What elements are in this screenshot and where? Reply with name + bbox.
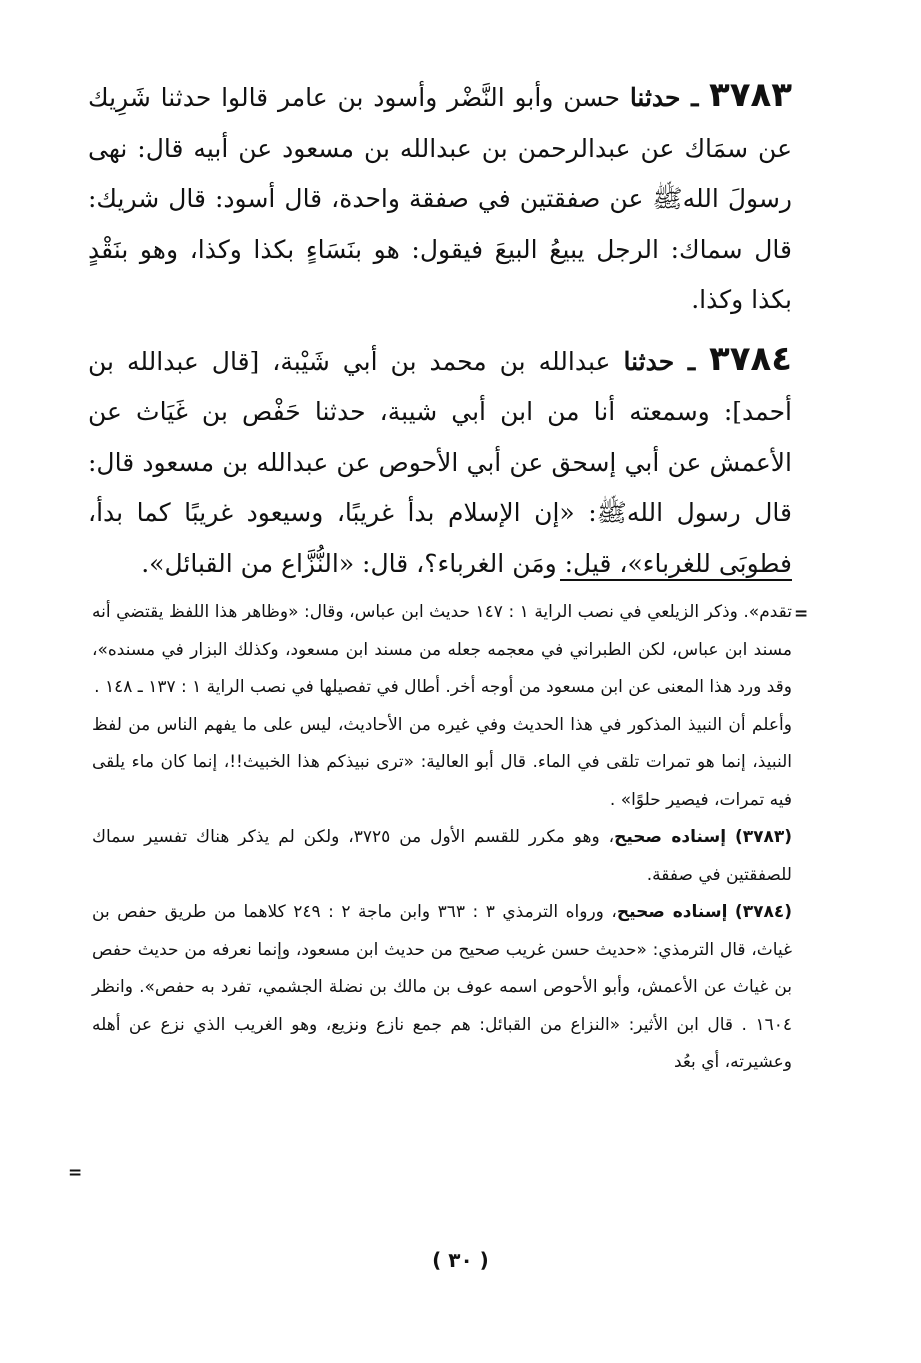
hadith-text: عبدالله بن محمد بن أبي شَيْبة، [قال عبدالله بن أحمد]: وسمعته أنا من ابن أبي شيبة، حدثنا حَفْص بن غَيَاث عن الأعمش عن أبي إسحق عن أبي الأحوص عن عبدالله بن مسعود قال: قال رسول اللهﷺ: «إن الإسلام بدأ غريبًا، وسيعود غريبًا كما بدأ، فطوبَى للغرباء»، قيل: ومَن الغرباء؟، قال: «النُّزَّاع من القبائل». xyxy=(88,346,792,578)
continuation-mark-top: = xyxy=(794,604,809,624)
main-text xyxy=(88,70,792,597)
footnote-grading: إسناده صحيح xyxy=(616,902,728,922)
footnote-separator-rule xyxy=(560,579,792,581)
footnotes xyxy=(92,594,792,1082)
footnote-grading: إسناده صحيح xyxy=(614,827,727,847)
hadith-dash: ـ xyxy=(680,83,709,112)
footnote-3783 xyxy=(92,819,792,894)
footnote-number: (٣٧٨٣) xyxy=(734,827,793,847)
hadith-opening-word: حدثنا xyxy=(629,83,681,112)
footnote-text: ، ورواه الترمذي ٣ : ٣٦٣ وابن ماجة ٢ : ٢٤٩ كلاهما من طريق حفص بن غياث، قال الترمذي: «حديث حسن غريب صحيح من حديث ابن مسعود، وإنما نعرفه من حديث حفص بن غياث عن الأعمش، وأبو الأحوص اسمه عوف بن مالك بن نضلة الجشمي، تفرد به حفص». وانظر ١٦٠٤ . قال ابن الأثير: «النزاع من القبائل: هم جمع نازع ونزيع، وهو الغريب الذي نزع عن أهله وعشيرته، أي بعُد xyxy=(92,902,792,1072)
footnote-3784 xyxy=(92,894,792,1082)
hadith-text: حسن وأبو النَّضْر وأسود بن عامر قالوا حدثنا شَرِيك عن سمَاك عن عبدالرحمن بن عبدالله بن مسعود عن أبيه قال: نهى رسولَ اللهﷺ عن صفقتين في صفقة واحدة، قال أسود: قال شريك: قال سماك: الرجل يبيعُ البيعَ فيقول: هو بنَسَاءٍ بكذا وكذا، وهو بنَقْدٍ بكذا وكذا. xyxy=(88,83,792,314)
hadith-3783 xyxy=(88,70,792,326)
footnote-continuation-paragraph: تقدم». وذكر الزيلعي في نصب الراية ١ : ١٤٧ حديث ابن عباس، وقال: «وظاهر هذا اللفظ يقتضي أنه مسند ابن عباس، لكن الطبراني في معجمه جعله من مسند ابن مسعود، وكذلك البزار في مسنده»، وقد ورد هذا المعنى عن ابن مسعود من أوجه أخر. أطال في تفصيلها في نصب الراية ١ : ١٣٧ ـ ١٤٨ . xyxy=(92,602,792,697)
hadith-number: ٣٧٨٣ xyxy=(708,75,792,115)
hadith-3784 xyxy=(88,334,792,590)
hadith-dash: ـ xyxy=(674,346,709,376)
page-number: ( ٣٠ ) xyxy=(432,1248,489,1272)
footnote-continuation-paragraph: وأعلم أن النبيذ المذكور في هذا الحديث وفي غيره من الأحاديث، ليس على ما يفهم الناس من لفظ النبيذ، إنما هو تمرات تلقى في الماء. قال أبو العالية: «ترى نبيذكم هذا الخبيث!!، إنما كان ماء يلقى فيه تمرات، فيصير حلوًا» . xyxy=(92,714,792,810)
continuation-mark-bottom: = xyxy=(68,1163,83,1183)
hadith-number: ٣٧٨٤ xyxy=(709,338,793,379)
hadith-opening-word: حدثنا xyxy=(623,346,675,376)
footnote-text: ، وهو مكرر للقسم الأول من ٣٧٢٥، ولكن لم يذكر هناك تفسير سماك للصفقتين في صفقة. xyxy=(92,827,792,885)
footnote-number: (٣٧٨٤) xyxy=(734,902,792,922)
